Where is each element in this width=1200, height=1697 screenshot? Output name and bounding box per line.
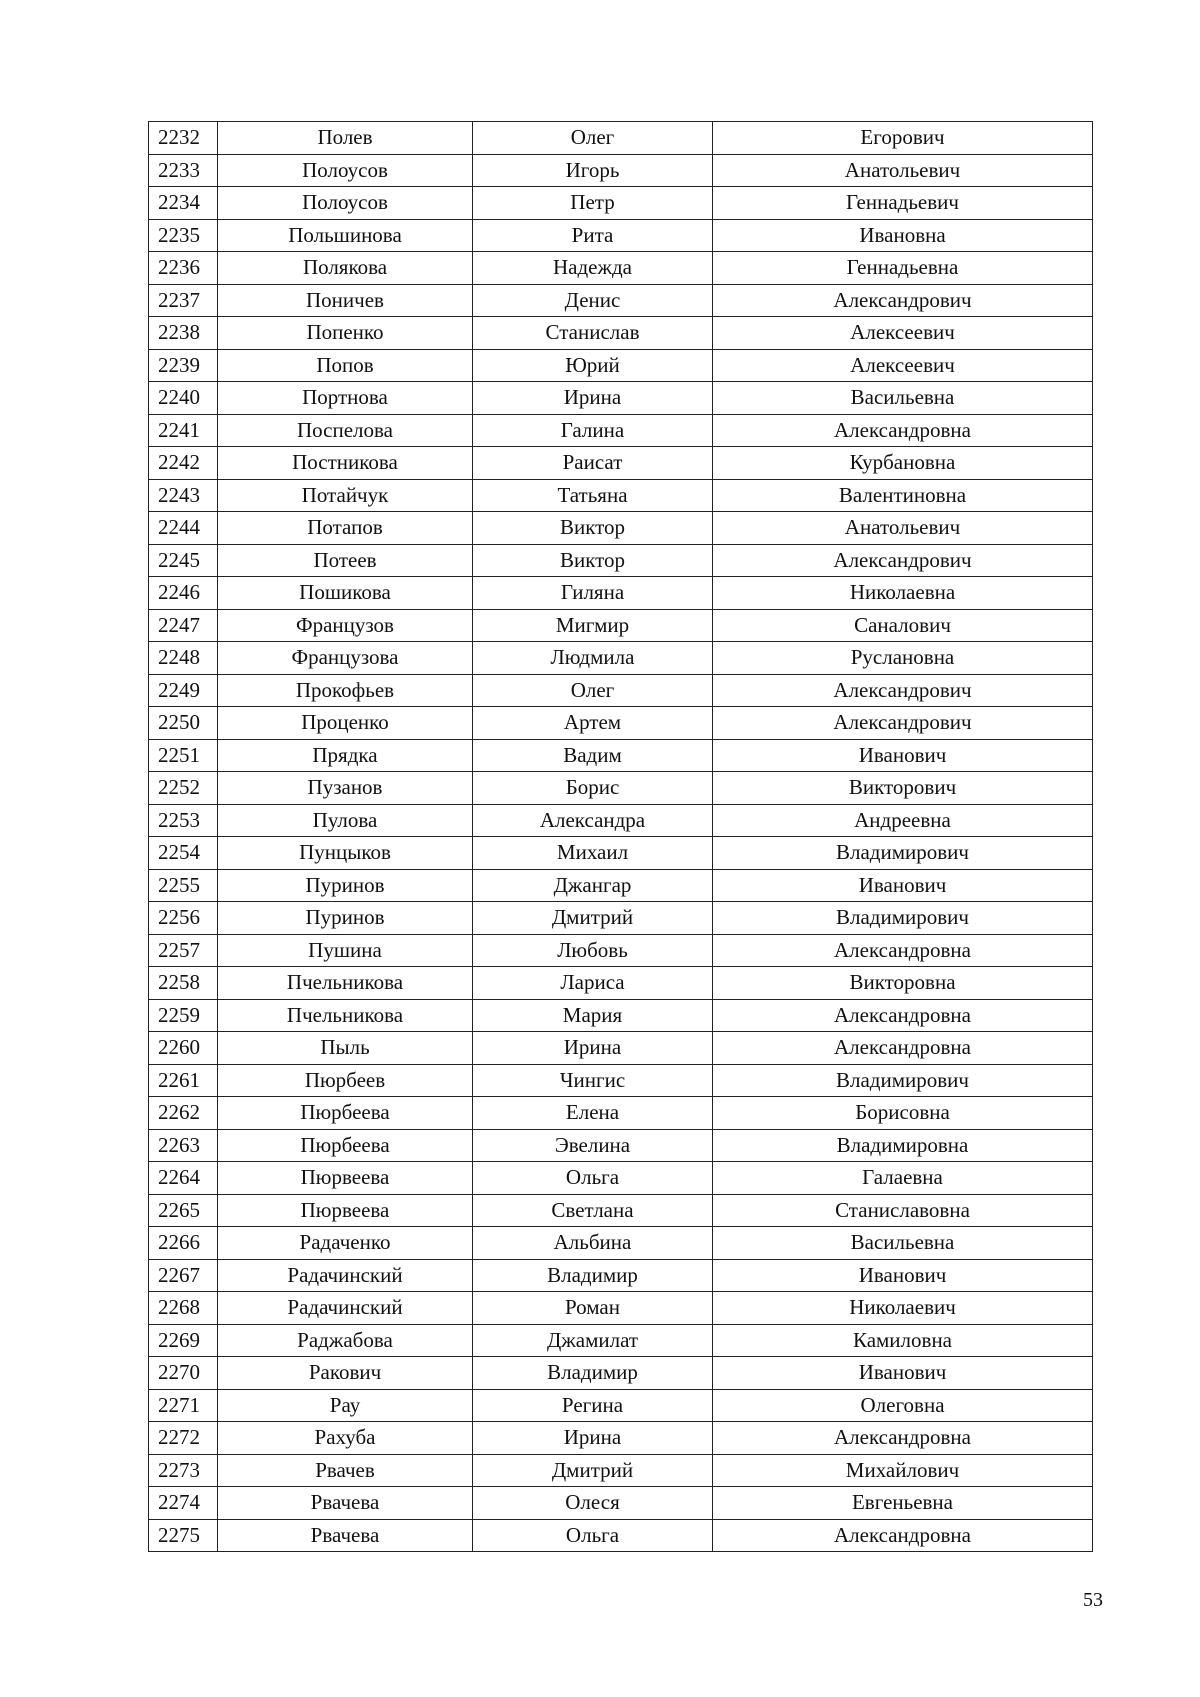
row-number-cell: 2253 [149,804,218,837]
patronymic-cell: Камиловна [713,1324,1093,1357]
patronymic-cell: Александровна [713,1032,1093,1065]
first-name-cell: Альбина [473,1227,713,1260]
patronymic-cell: Борисовна [713,1097,1093,1130]
row-number-cell: 2261 [149,1064,218,1097]
row-number-cell: 2245 [149,544,218,577]
first-name-cell: Джамилат [473,1324,713,1357]
table-row [149,772,1093,805]
table-row [149,577,1093,610]
row-number-cell: 2238 [149,317,218,350]
row-number-cell: 2256 [149,902,218,935]
patronymic-cell: Галаевна [713,1162,1093,1195]
table-row [149,414,1093,447]
last-name-cell: Постникова [218,447,473,480]
last-name-cell: Проценко [218,707,473,740]
patronymic-cell: Александрович [713,544,1093,577]
patronymic-cell: Александровна [713,1519,1093,1552]
last-name-cell: Пыль [218,1032,473,1065]
last-name-cell: Полякова [218,252,473,285]
last-name-cell: Рвачев [218,1454,473,1487]
page-number: 53 [1083,1589,1103,1611]
first-name-cell: Игорь [473,154,713,187]
last-name-cell: Рвачева [218,1519,473,1552]
first-name-cell: Елена [473,1097,713,1130]
last-name-cell: Прядка [218,739,473,772]
patronymic-cell: Александрович [713,707,1093,740]
first-name-cell: Вадим [473,739,713,772]
last-name-cell: Ракович [218,1357,473,1390]
last-name-cell: Пузанов [218,772,473,805]
row-number-cell: 2268 [149,1292,218,1325]
first-name-cell: Татьяна [473,479,713,512]
last-name-cell: Радачинский [218,1259,473,1292]
table-row [149,1454,1093,1487]
first-name-cell: Эвелина [473,1129,713,1162]
last-name-cell: Пуринов [218,902,473,935]
patronymic-cell: Александрович [713,674,1093,707]
last-name-cell: Пошикова [218,577,473,610]
first-name-cell: Надежда [473,252,713,285]
patronymic-cell: Ивановна [713,219,1093,252]
row-number-cell: 2273 [149,1454,218,1487]
row-number-cell: 2272 [149,1422,218,1455]
row-number-cell: 2275 [149,1519,218,1552]
table-row [149,1097,1093,1130]
table-row [149,122,1093,155]
row-number-cell: 2254 [149,837,218,870]
last-name-cell: Раджабова [218,1324,473,1357]
first-name-cell: Дмитрий [473,1454,713,1487]
row-number-cell: 2274 [149,1487,218,1520]
first-name-cell: Галина [473,414,713,447]
patronymic-cell: Васильевна [713,382,1093,415]
row-number-cell: 2240 [149,382,218,415]
first-name-cell: Роман [473,1292,713,1325]
last-name-cell: Радачинский [218,1292,473,1325]
table-row [149,1487,1093,1520]
row-number-cell: 2232 [149,122,218,155]
last-name-cell: Рахуба [218,1422,473,1455]
first-name-cell: Владимир [473,1357,713,1390]
table-row [149,739,1093,772]
last-name-cell: Потеев [218,544,473,577]
row-number-cell: 2242 [149,447,218,480]
last-name-cell: Рвачева [218,1487,473,1520]
first-name-cell: Светлана [473,1194,713,1227]
last-name-cell: Попов [218,349,473,382]
table-row [149,479,1093,512]
row-number-cell: 2257 [149,934,218,967]
table-row [149,869,1093,902]
table-row [149,934,1093,967]
last-name-cell: Пунцыков [218,837,473,870]
table-row [149,642,1093,675]
row-number-cell: 2264 [149,1162,218,1195]
first-name-cell: Михаил [473,837,713,870]
row-number-cell: 2266 [149,1227,218,1260]
row-number-cell: 2251 [149,739,218,772]
table-row [149,1227,1093,1260]
row-number-cell: 2249 [149,674,218,707]
table-row [149,284,1093,317]
last-name-cell: Пуринов [218,869,473,902]
table-row [149,1162,1093,1195]
row-number-cell: 2270 [149,1357,218,1390]
first-name-cell: Виктор [473,544,713,577]
patronymic-cell: Иванович [713,1357,1093,1390]
table-row [149,609,1093,642]
row-number-cell: 2248 [149,642,218,675]
patronymic-cell: Анатольевич [713,512,1093,545]
patronymic-cell: Евгеньевна [713,1487,1093,1520]
row-number-cell: 2258 [149,967,218,1000]
last-name-cell: Французова [218,642,473,675]
last-name-cell: Полев [218,122,473,155]
first-name-cell: Борис [473,772,713,805]
row-number-cell: 2241 [149,414,218,447]
first-name-cell: Виктор [473,512,713,545]
first-name-cell: Любовь [473,934,713,967]
row-number-cell: 2247 [149,609,218,642]
first-name-cell: Ольга [473,1519,713,1552]
first-name-cell: Чингис [473,1064,713,1097]
patronymic-cell: Александровна [713,934,1093,967]
first-name-cell: Рита [473,219,713,252]
row-number-cell: 2252 [149,772,218,805]
patronymic-cell: Александровна [713,999,1093,1032]
last-name-cell: Полоусов [218,154,473,187]
first-name-cell: Ирина [473,1422,713,1455]
last-name-cell: Пчельникова [218,967,473,1000]
first-name-cell: Джангар [473,869,713,902]
table-row [149,447,1093,480]
first-name-cell: Лариса [473,967,713,1000]
last-name-cell: Радаченко [218,1227,473,1260]
patronymic-cell: Васильевна [713,1227,1093,1260]
table-row [149,187,1093,220]
table-row [149,252,1093,285]
patronymic-cell: Николаевна [713,577,1093,610]
first-name-cell: Мария [473,999,713,1032]
table-row [149,1422,1093,1455]
first-name-cell: Александра [473,804,713,837]
first-name-cell: Олег [473,122,713,155]
last-name-cell: Поспелова [218,414,473,447]
table-row [149,1519,1093,1552]
patronymic-cell: Иванович [713,869,1093,902]
table-row [149,902,1093,935]
table-row [149,1357,1093,1390]
patronymic-cell: Егорович [713,122,1093,155]
patronymic-cell: Андреевна [713,804,1093,837]
row-number-cell: 2246 [149,577,218,610]
table-row [149,1064,1093,1097]
table-row [149,837,1093,870]
last-name-cell: Потайчук [218,479,473,512]
row-number-cell: 2233 [149,154,218,187]
table-row [149,967,1093,1000]
last-name-cell: Пюрвеева [218,1162,473,1195]
row-number-cell: 2244 [149,512,218,545]
last-name-cell: Рау [218,1389,473,1422]
row-number-cell: 2269 [149,1324,218,1357]
table-row [149,804,1093,837]
patronymic-cell: Валентиновна [713,479,1093,512]
patronymic-cell: Владимирович [713,902,1093,935]
first-name-cell: Станислав [473,317,713,350]
table-row [149,674,1093,707]
last-name-cell: Пюрбеева [218,1097,473,1130]
row-number-cell: 2236 [149,252,218,285]
patronymic-cell: Геннадьевна [713,252,1093,285]
first-name-cell: Владимир [473,1259,713,1292]
table-row [149,707,1093,740]
patronymic-cell: Владимирович [713,1064,1093,1097]
table-row [149,512,1093,545]
patronymic-cell: Александрович [713,284,1093,317]
row-number-cell: 2235 [149,219,218,252]
first-name-cell: Регина [473,1389,713,1422]
patronymic-cell: Владимирович [713,837,1093,870]
first-name-cell: Ирина [473,382,713,415]
first-name-cell: Мигмир [473,609,713,642]
table-row [149,1129,1093,1162]
table-row [149,1324,1093,1357]
first-name-cell: Ирина [473,1032,713,1065]
patronymic-cell: Руслановна [713,642,1093,675]
table-row [149,1389,1093,1422]
patronymic-cell: Владимировна [713,1129,1093,1162]
patronymic-cell: Олеговна [713,1389,1093,1422]
table-row [149,544,1093,577]
first-name-cell: Олеся [473,1487,713,1520]
row-number-cell: 2267 [149,1259,218,1292]
row-number-cell: 2250 [149,707,218,740]
patronymic-cell: Алексеевич [713,349,1093,382]
row-number-cell: 2239 [149,349,218,382]
first-name-cell: Артем [473,707,713,740]
first-name-cell: Олег [473,674,713,707]
last-name-cell: Французов [218,609,473,642]
last-name-cell: Портнова [218,382,473,415]
row-number-cell: 2260 [149,1032,218,1065]
first-name-cell: Денис [473,284,713,317]
last-name-cell: Потапов [218,512,473,545]
row-number-cell: 2263 [149,1129,218,1162]
names-table [148,121,1093,1552]
last-name-cell: Пюрвеева [218,1194,473,1227]
table-row [149,382,1093,415]
table-row [149,1292,1093,1325]
first-name-cell: Юрий [473,349,713,382]
table-row [149,154,1093,187]
row-number-cell: 2262 [149,1097,218,1130]
first-name-cell: Гиляна [473,577,713,610]
last-name-cell: Пулова [218,804,473,837]
last-name-cell: Попенко [218,317,473,350]
table-row [149,1259,1093,1292]
last-name-cell: Пюрбеев [218,1064,473,1097]
patronymic-cell: Курбановна [713,447,1093,480]
table-row [149,1194,1093,1227]
first-name-cell: Людмила [473,642,713,675]
last-name-cell: Пюрбеева [218,1129,473,1162]
table-row [149,317,1093,350]
patronymic-cell: Саналович [713,609,1093,642]
row-number-cell: 2243 [149,479,218,512]
names-table-body [149,122,1093,1552]
table-row [149,349,1093,382]
table-row [149,999,1093,1032]
row-number-cell: 2237 [149,284,218,317]
patronymic-cell: Михайлович [713,1454,1093,1487]
patronymic-cell: Николаевич [713,1292,1093,1325]
last-name-cell: Пчельникова [218,999,473,1032]
last-name-cell: Польшинова [218,219,473,252]
last-name-cell: Полоусов [218,187,473,220]
patronymic-cell: Викторович [713,772,1093,805]
table-row [149,1032,1093,1065]
row-number-cell: 2259 [149,999,218,1032]
first-name-cell: Петр [473,187,713,220]
patronymic-cell: Александровна [713,414,1093,447]
first-name-cell: Ольга [473,1162,713,1195]
patronymic-cell: Геннадьевич [713,187,1093,220]
row-number-cell: 2255 [149,869,218,902]
patronymic-cell: Анатольевич [713,154,1093,187]
patronymic-cell: Викторовна [713,967,1093,1000]
first-name-cell: Раисат [473,447,713,480]
table-row [149,219,1093,252]
patronymic-cell: Алексеевич [713,317,1093,350]
patronymic-cell: Иванович [713,739,1093,772]
row-number-cell: 2265 [149,1194,218,1227]
row-number-cell: 2234 [149,187,218,220]
patronymic-cell: Александровна [713,1422,1093,1455]
last-name-cell: Прокофьев [218,674,473,707]
first-name-cell: Дмитрий [473,902,713,935]
patronymic-cell: Станиславовна [713,1194,1093,1227]
last-name-cell: Пушина [218,934,473,967]
row-number-cell: 2271 [149,1389,218,1422]
last-name-cell: Поничев [218,284,473,317]
patronymic-cell: Иванович [713,1259,1093,1292]
